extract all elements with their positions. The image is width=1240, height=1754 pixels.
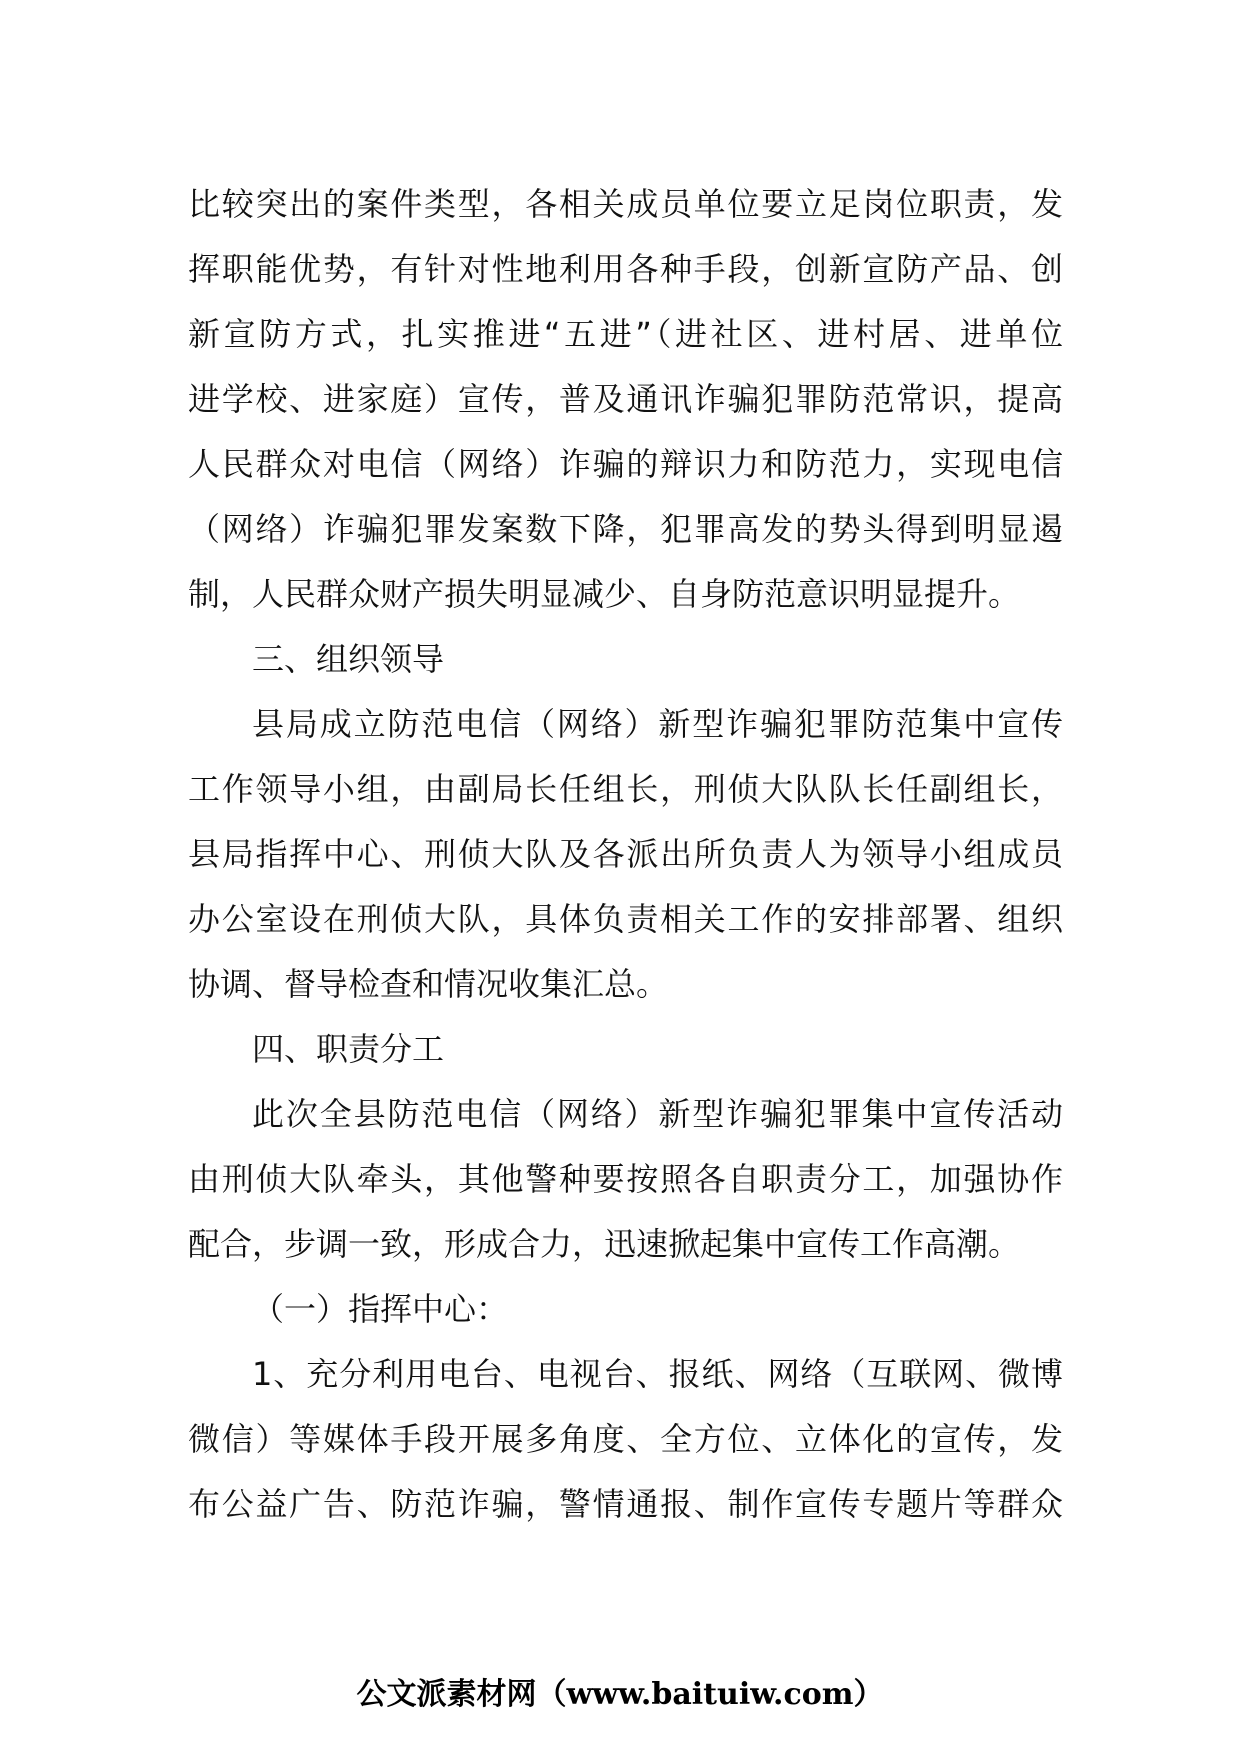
text-line: （一）指挥中心： [252, 1290, 509, 1328]
text-line: 办公室设在刑侦大队，具体负责相关工作的安排部署、组织 [188, 900, 1063, 938]
text-line: 工作领导小组，由副局长任组长，刑侦大队队长任副组长， [188, 770, 1063, 808]
text-line: 微信）等媒体手段开展多角度、全方位、立体化的宣传，发 [188, 1420, 1063, 1458]
text-line: 制，人民群众财产损失明显减少、自身防范意识明显提升。 [188, 575, 1021, 613]
text-line: 由刑侦大队牵头，其他警种要按照各自职责分工，加强协作 [188, 1160, 1063, 1198]
text-line: 此次全县防范电信（网络）新型诈骗犯罪集中宣传活动 [252, 1095, 1063, 1133]
text-line: 县局指挥中心、刑侦大队及各派出所负责人为领导小组成员 [188, 835, 1063, 873]
footer-watermark: 公文派素材网（www.baituiw.com） [356, 1677, 884, 1712]
document-body [188, 172, 1063, 1537]
text-line: 县局成立防范电信（网络）新型诈骗犯罪防范集中宣传 [252, 705, 1063, 743]
text-line: 1、充分利用电台、电视台、报纸、网络（互联网、微博 [252, 1355, 1063, 1393]
text-line: 挥职能优势，有针对性地利用各种手段，创新宣防产品、创 [188, 250, 1063, 288]
text-line: 新宣防方式，扎实推进“五进”（进社区、进村居、进单位 [188, 315, 1063, 353]
text-line: 布公益广告、防范诈骗，警情通报、制作宣传专题片等群众 [188, 1485, 1063, 1523]
text-line: 进学校、进家庭）宣传，普及通讯诈骗犯罪防范常识，提高 [188, 380, 1063, 418]
text-line: 四、职责分工 [252, 1030, 445, 1068]
text-line: 配合，步调一致，形成合力，迅速掀起集中宣传工作高潮。 [188, 1225, 1021, 1263]
text-line: 人民群众对电信（网络）诈骗的辩识力和防范力，实现电信 [188, 445, 1063, 483]
text-line: 比较突出的案件类型，各相关成员单位要立足岗位职责，发 [188, 185, 1063, 223]
text-line: （网络）诈骗犯罪发案数下降，犯罪高发的势头得到明显遏 [188, 510, 1063, 548]
text-line: 三、组织领导 [252, 640, 445, 678]
text-line: 协调、督导检查和情况收集汇总。 [188, 965, 669, 1003]
